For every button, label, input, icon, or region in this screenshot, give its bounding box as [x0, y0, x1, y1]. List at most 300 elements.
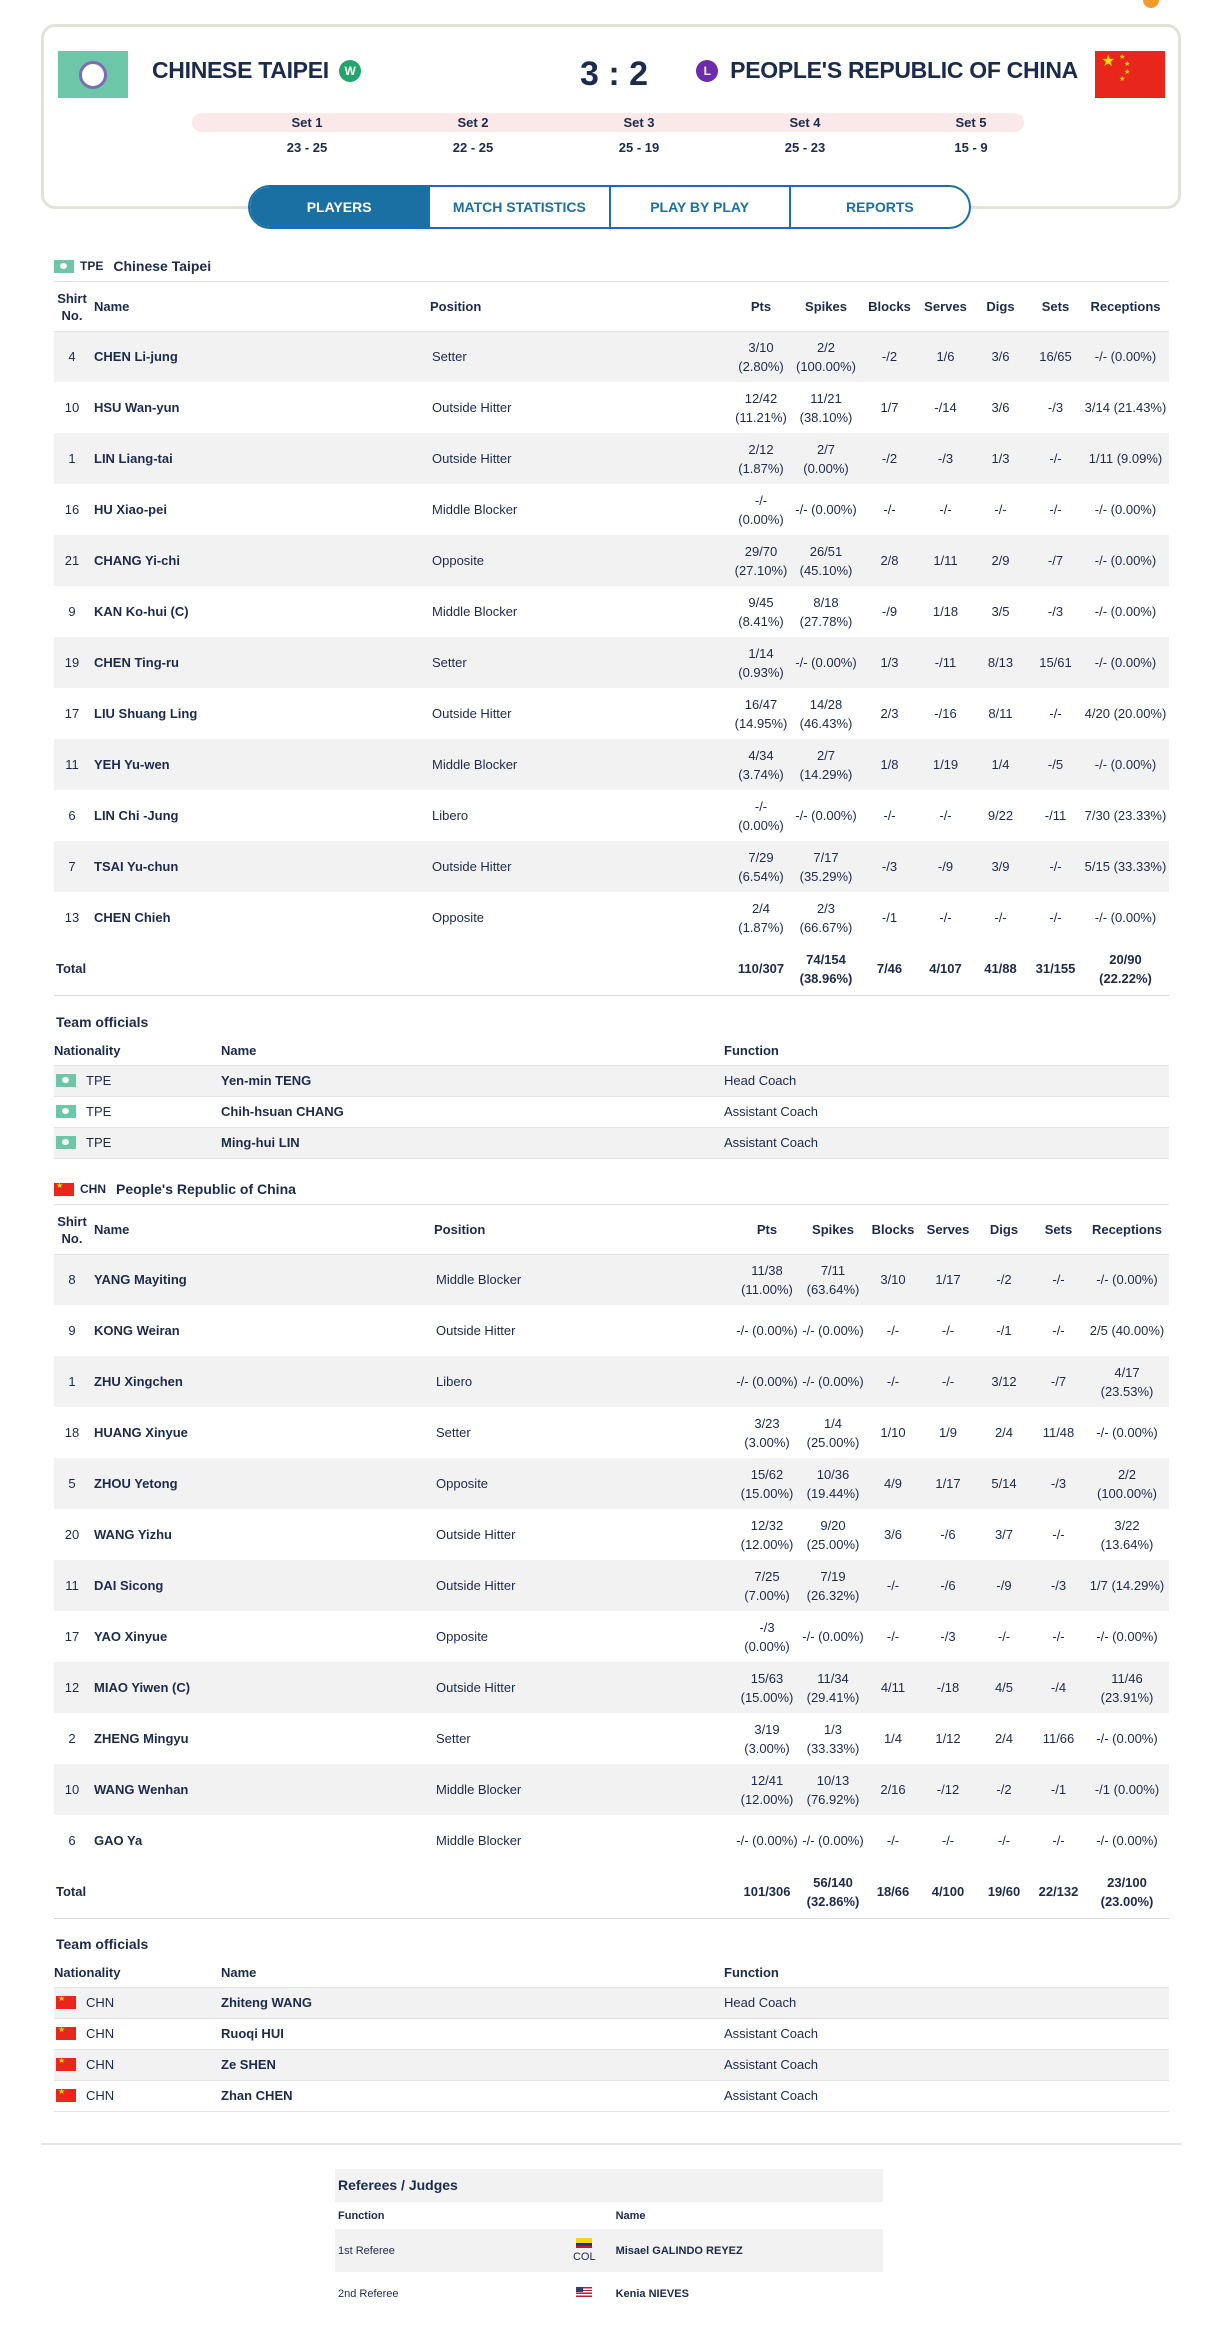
- table-row: [54, 1305, 1169, 1356]
- player-name[interactable]: DAI Sicong: [94, 1578, 164, 1593]
- official-row: [54, 1127, 1169, 1158]
- player-sets: -/5: [1047, 757, 1064, 772]
- player-receptions: 2/2 (100.00%): [1097, 1466, 1157, 1501]
- shirt-number: 6: [68, 1833, 76, 1848]
- chn-flag-icon: ★ ★ ★ ★ ★: [1095, 51, 1165, 98]
- player-pts: 7/29 (6.54%): [738, 849, 784, 884]
- player-spikes: -/- (0.00%): [802, 1629, 864, 1644]
- official-nationality: TPE: [54, 1065, 221, 1096]
- player-spikes: 9/20 (25.00%): [806, 1517, 860, 1552]
- player-receptions: -/- (0.00%): [1094, 757, 1157, 772]
- total-row: [54, 1866, 1169, 1918]
- table-row: [54, 1458, 1169, 1509]
- player-position: Opposite: [432, 553, 485, 568]
- player-spikes: 7/17 (35.29%): [799, 849, 853, 884]
- col-function: Function: [724, 1959, 1169, 1987]
- player-digs: 1/3: [991, 451, 1010, 466]
- player-table-tpe: [54, 283, 1169, 996]
- player-serves: -/-: [939, 808, 952, 823]
- table-row: [54, 1713, 1169, 1764]
- player-receptions: -/- (0.00%): [1096, 1425, 1158, 1440]
- total-spikes: 74/154 (38.96%): [792, 943, 860, 995]
- table-row: [54, 1764, 1169, 1815]
- player-serves: 1/6: [936, 349, 955, 365]
- player-blocks: 1/10: [880, 1425, 906, 1440]
- player-name[interactable]: KONG Weiran: [94, 1323, 180, 1338]
- col-blocks: Blocks: [860, 283, 919, 331]
- player-name[interactable]: CHEN Chieh: [94, 910, 171, 925]
- player-receptions: 2/5 (40.00%): [1089, 1323, 1165, 1338]
- player-receptions: -/- (0.00%): [1094, 655, 1157, 670]
- col-name: Name: [615, 2209, 646, 2222]
- player-receptions: 5/15 (33.33%): [1084, 859, 1167, 874]
- table-row: [54, 1509, 1169, 1560]
- win-badge: W: [339, 60, 361, 82]
- player-digs: 8/13: [987, 655, 1014, 670]
- player-digs: 8/11: [988, 706, 1013, 721]
- official-row: [54, 1065, 1169, 1096]
- player-position: Setter: [432, 655, 467, 670]
- player-position: Libero: [432, 808, 469, 823]
- official-function: Assistant Coach: [724, 2018, 1169, 2049]
- player-spikes: 14/28 (46.43%): [799, 696, 853, 731]
- table-row: [54, 637, 1169, 688]
- official-nationality: ★ CHN: [54, 1987, 221, 2018]
- col-digs: Digs: [976, 1206, 1032, 1254]
- col-name: Name: [90, 283, 430, 331]
- player-digs: 4/5: [994, 1680, 1014, 1695]
- player-position: Outside Hitter: [432, 400, 512, 415]
- player-spikes: -/- (0.00%): [795, 808, 857, 823]
- table-row: [54, 331, 1169, 382]
- player-serves: -/3: [937, 451, 954, 466]
- player-name[interactable]: CHEN Ting-ru: [94, 655, 179, 670]
- player-name[interactable]: LIU Shuang Ling: [94, 706, 198, 721]
- player-spikes: 7/11 (63.64%): [806, 1262, 860, 1297]
- player-spikes: -/- (0.00%): [795, 502, 857, 517]
- shirt-number: 8: [68, 1272, 76, 1288]
- chn-flag-icon: [56, 2027, 76, 2040]
- col-serves: Serves: [920, 1206, 976, 1254]
- official-nationality: ★ CHN: [54, 2049, 221, 2080]
- total-spikes: 56/140 (32.86%): [800, 1866, 866, 1918]
- chn-flag-icon: [56, 2089, 76, 2102]
- player-digs: 3/7: [994, 1527, 1014, 1542]
- player-serves: -/9: [937, 859, 954, 874]
- col-sets: Sets: [1029, 283, 1082, 331]
- player-serves: -/-: [941, 1323, 955, 1338]
- player-sets: -/3: [1047, 604, 1064, 619]
- player-pts: 12/41 (12.00%): [740, 1772, 794, 1807]
- player-spikes: 1/3 (33.33%): [806, 1721, 860, 1756]
- player-spikes: -/- (0.00%): [802, 1323, 864, 1338]
- official-row: [54, 2049, 1169, 2080]
- player-sets: 16/65: [1039, 349, 1072, 365]
- col-spikes: Spikes: [792, 283, 860, 331]
- official-name: Ming-hui LIN: [221, 1127, 724, 1158]
- player-blocks: -/-: [886, 1578, 900, 1593]
- player-digs: 2/9: [991, 553, 1010, 568]
- tab-reports[interactable]: REPORTS: [789, 187, 969, 227]
- player-digs: 1/4: [991, 757, 1010, 772]
- total-pts: 110/307: [730, 943, 792, 995]
- col-sets: Sets: [1032, 1206, 1085, 1254]
- player-name[interactable]: YEH Yu-wen: [94, 757, 170, 772]
- total-rec: 23/100 (23.00%): [1085, 1866, 1169, 1918]
- player-name[interactable]: ZHOU Yetong: [94, 1476, 178, 1491]
- player-digs: 2/4: [994, 1731, 1014, 1746]
- player-position: Outside Hitter: [432, 451, 512, 466]
- col-nationality: Nationality: [54, 1959, 221, 1987]
- shirt-number: 1: [68, 1374, 76, 1389]
- player-blocks: 1/8: [880, 757, 899, 772]
- player-serves: 1/18: [932, 604, 959, 619]
- official-function: Head Coach: [724, 1065, 1169, 1096]
- official-nationality: TPE: [54, 1096, 221, 1127]
- total-rec: 20/90 (22.22%): [1082, 943, 1169, 995]
- player-pts: 1/14 (0.93%): [738, 645, 784, 680]
- official-name: Ruoqi HUI: [221, 2018, 724, 2049]
- player-receptions: -/1 (0.00%): [1094, 1782, 1160, 1797]
- player-receptions: -/- (0.00%): [1096, 1833, 1158, 1848]
- player-position: Setter: [436, 1731, 471, 1746]
- shirt-number: 11: [65, 757, 79, 772]
- player-receptions: -/- (0.00%): [1094, 910, 1157, 925]
- official-function: Assistant Coach: [724, 1127, 1169, 1158]
- player-spikes: -/- (0.00%): [795, 655, 857, 670]
- player-pts: 29/70 (27.10%): [734, 543, 788, 578]
- shirt-number: 18: [64, 1425, 80, 1440]
- player-blocks: -/-: [886, 1629, 900, 1644]
- player-sets: -/3: [1047, 400, 1064, 415]
- official-name: Zhan CHEN: [221, 2080, 724, 2111]
- total-blocks: 7/46: [860, 943, 919, 995]
- player-serves: -/14: [934, 400, 957, 415]
- player-pts: 4/34 (3.74%): [738, 747, 784, 782]
- tab-players[interactable]: PLAYERS: [250, 187, 428, 227]
- player-sets: -/7: [1047, 553, 1064, 568]
- tab-match-statistics[interactable]: MATCH STATISTICS: [428, 187, 608, 227]
- home-team-name: CHINESE TAIPEI: [152, 57, 329, 83]
- player-serves: 1/19: [932, 757, 959, 772]
- player-serves: 1/9: [938, 1425, 958, 1440]
- total-serves: 4/100: [920, 1866, 976, 1918]
- player-serves: 1/17: [935, 1272, 961, 1288]
- officials-title-tpe: Team officials: [56, 1014, 149, 1030]
- loss-badge: L: [696, 60, 718, 82]
- player-position: Setter: [436, 1425, 471, 1440]
- referee-nationality: COL: [553, 2229, 613, 2272]
- player-serves: -/11: [934, 655, 957, 670]
- player-name[interactable]: MIAO Yiwen (C): [94, 1680, 191, 1695]
- player-name[interactable]: HU Xiao-pei: [94, 502, 167, 517]
- col-receptions: Receptions: [1082, 283, 1169, 331]
- player-spikes: 7/19 (26.32%): [806, 1568, 860, 1603]
- col-pts: Pts: [730, 283, 792, 331]
- player-receptions: 4/17 (23.53%): [1100, 1364, 1154, 1399]
- total-serves: 4/107: [919, 943, 972, 995]
- usa-flag-icon: [576, 2287, 592, 2297]
- shirt-number: 19: [64, 655, 80, 670]
- player-position: Opposite: [432, 910, 485, 925]
- player-name[interactable]: HSU Wan-yun: [94, 400, 180, 415]
- table-row: [54, 1662, 1169, 1713]
- chn-flag-icon: [56, 1996, 76, 2009]
- table-row: [54, 739, 1169, 790]
- player-spikes: 8/18 (27.78%): [799, 594, 853, 629]
- chn-flag-icon: [56, 2058, 76, 2071]
- player-position: Opposite: [436, 1476, 489, 1491]
- table-row: [54, 1815, 1169, 1866]
- player-name[interactable]: WANG Wenhan: [94, 1782, 189, 1797]
- player-name[interactable]: CHEN Li-jung: [94, 349, 178, 365]
- player-digs: -/-: [994, 502, 1007, 517]
- set-4: Set 4 25 - 23: [784, 115, 826, 155]
- tpe-flag-icon: [56, 1136, 76, 1149]
- player-name[interactable]: KAN Ko-hui (C): [94, 604, 189, 619]
- player-sets: 11/66: [1042, 1731, 1075, 1746]
- official-nationality: TPE: [54, 1127, 221, 1158]
- shirt-number: 12: [64, 1680, 80, 1695]
- player-blocks: -/2: [881, 451, 898, 466]
- official-name: Yen-min TENG: [221, 1065, 724, 1096]
- shirt-number: 10: [64, 400, 80, 415]
- player-name[interactable]: HUANG Xinyue: [94, 1425, 188, 1440]
- player-receptions: -/- (0.00%): [1096, 1272, 1158, 1288]
- table-row: [54, 586, 1169, 637]
- total-row: [54, 943, 1169, 995]
- shirt-number: 10: [64, 1782, 80, 1797]
- player-digs: -/2: [996, 1782, 1012, 1797]
- set-3: Set 3 25 - 19: [618, 115, 660, 155]
- player-pts: -/- (0.00%): [736, 1833, 798, 1848]
- table-row: [54, 484, 1169, 535]
- official-row: [54, 1987, 1169, 2018]
- player-pts: -/- (0.00%): [738, 492, 784, 527]
- away-team-name: PEOPLE'S REPUBLIC OF CHINA: [730, 57, 1078, 83]
- player-blocks: 3/10: [880, 1272, 906, 1288]
- player-name[interactable]: YAO Xinyue: [94, 1629, 168, 1644]
- player-spikes: 1/4 (25.00%): [806, 1415, 860, 1450]
- shirt-number: 5: [68, 1476, 76, 1491]
- player-blocks: -/-: [886, 1374, 900, 1389]
- col-spikes: Spikes: [800, 1206, 866, 1254]
- player-digs: 3/5: [991, 604, 1010, 619]
- col-name: Name: [90, 1206, 434, 1254]
- table-row: [54, 382, 1169, 433]
- player-pts: -/- (0.00%): [736, 1374, 798, 1389]
- player-name[interactable]: YANG Mayiting: [94, 1272, 187, 1288]
- player-digs: -/-: [994, 910, 1007, 925]
- player-blocks: -/3: [881, 859, 898, 874]
- col-function: Function: [338, 2209, 385, 2222]
- player-blocks: -/9: [881, 604, 898, 619]
- table-row: [54, 433, 1169, 484]
- player-blocks: -/2: [881, 349, 898, 365]
- player-pts: 3/19 (3.00%): [744, 1721, 790, 1756]
- official-row: [54, 2080, 1169, 2111]
- total-digs: 19/60: [976, 1866, 1032, 1918]
- player-sets: -/11: [1044, 808, 1067, 823]
- player-sets: -/7: [1050, 1374, 1067, 1389]
- player-receptions: 1/7 (14.29%): [1089, 1578, 1165, 1593]
- set-2: Set 2 22 - 25: [452, 115, 494, 155]
- player-pts: 16/47 (14.95%): [734, 696, 788, 731]
- total-sets: 31/155: [1029, 943, 1082, 995]
- player-serves: -/18: [936, 1680, 960, 1695]
- player-position: Middle Blocker: [436, 1272, 522, 1288]
- referee-name: Misael GALINDO REYEZ: [615, 2244, 743, 2257]
- player-digs: -/-: [997, 1629, 1011, 1644]
- player-position: Outside Hitter: [436, 1323, 516, 1338]
- player-pts: 15/63 (15.00%): [740, 1670, 794, 1705]
- player-serves: -/-: [939, 502, 952, 517]
- player-receptions: 3/22 (13.64%): [1100, 1517, 1154, 1552]
- player-serves: 1/17: [935, 1476, 961, 1491]
- player-pts: 11/38 (11.00%): [741, 1262, 793, 1297]
- player-spikes: 26/51 (45.10%): [799, 543, 853, 578]
- away-team: [696, 57, 1078, 84]
- referee-function: 1st Referee: [338, 2244, 395, 2257]
- player-serves: -/-: [939, 910, 952, 925]
- referee-name: Kenia NIEVES: [615, 2287, 689, 2300]
- player-digs: 2/4: [994, 1425, 1014, 1440]
- player-blocks: 2/16: [880, 1782, 906, 1797]
- player-receptions: -/- (0.00%): [1096, 1629, 1158, 1644]
- player-digs: 3/6: [991, 400, 1010, 415]
- player-pts: -/- (0.00%): [736, 1323, 798, 1338]
- player-sets: -/-: [1052, 1272, 1065, 1288]
- table-row: [54, 1356, 1169, 1407]
- official-name: Chih-hsuan CHANG: [221, 1096, 724, 1127]
- player-position: Outside Hitter: [436, 1578, 516, 1593]
- player-receptions: 1/11 (9.09%): [1088, 451, 1163, 466]
- player-digs: 3/9: [991, 859, 1010, 874]
- player-blocks: 4/11: [880, 1680, 906, 1695]
- player-spikes: 11/34 (29.41%): [806, 1670, 860, 1705]
- player-receptions: -/- (0.00%): [1094, 349, 1157, 365]
- col-receptions: Receptions: [1085, 1206, 1169, 1254]
- official-function: Head Coach: [724, 1987, 1169, 2018]
- player-receptions: 4/20 (20.00%): [1084, 706, 1167, 721]
- player-pts: 7/25 (7.00%): [744, 1568, 790, 1603]
- col-digs: Digs: [972, 283, 1029, 331]
- player-sets: 15/61: [1039, 655, 1072, 670]
- player-serves: -/-: [941, 1374, 955, 1389]
- col-pts: Pts: [734, 1206, 800, 1254]
- tpe-flag-icon: [56, 1105, 76, 1118]
- player-name[interactable]: WANG Yizhu: [94, 1527, 172, 1542]
- player-blocks: -/-: [886, 1323, 900, 1338]
- player-digs: -/9: [996, 1578, 1012, 1593]
- shirt-number: 16: [64, 502, 80, 517]
- team-heading-tpe: TPE Chinese Taipei: [54, 258, 211, 274]
- tpe-flag-icon: [58, 51, 128, 98]
- shirt-number: 9: [68, 1323, 76, 1338]
- player-receptions: 11/46 (23.91%): [1100, 1670, 1154, 1705]
- player-serves: 1/12: [935, 1731, 961, 1746]
- player-spikes: 10/13 (76.92%): [806, 1772, 860, 1807]
- tpe-flag-icon: [56, 1074, 76, 1087]
- official-name: Zhiteng WANG: [221, 1987, 724, 2018]
- player-sets: -/4: [1050, 1680, 1067, 1695]
- notification-dot: [1143, 0, 1159, 8]
- player-name[interactable]: CHANG Yi-chi: [94, 553, 180, 568]
- official-row: [54, 2018, 1169, 2049]
- player-blocks: -/-: [883, 502, 896, 517]
- player-sets: -/-: [1052, 1323, 1065, 1338]
- col-flag: [553, 2202, 613, 2229]
- shirt-number: 7: [68, 859, 76, 874]
- table-row: [54, 841, 1169, 892]
- player-position: Middle Blocker: [436, 1782, 522, 1797]
- player-table-chn: [54, 1206, 1169, 1919]
- referees-panel: [335, 2169, 883, 2315]
- col-function: Function: [724, 1037, 1169, 1065]
- shirt-number: 11: [65, 1578, 79, 1593]
- player-digs: 9/22: [987, 808, 1014, 823]
- official-function: Assistant Coach: [724, 2049, 1169, 2080]
- player-name[interactable]: GAO Ya: [94, 1833, 143, 1848]
- player-digs: 3/6: [991, 349, 1010, 365]
- match-tabs: [248, 185, 971, 229]
- shirt-number: 1: [68, 451, 76, 466]
- player-name[interactable]: LIN Chi -Jung: [94, 808, 179, 823]
- shirt-number: 20: [64, 1527, 80, 1542]
- player-position: Setter: [432, 349, 467, 365]
- table-row: [54, 1611, 1169, 1662]
- shirt-number: 9: [68, 604, 76, 619]
- shirt-number: 4: [68, 349, 76, 365]
- player-pts: 9/45 (8.41%): [738, 594, 784, 629]
- player-position: Outside Hitter: [432, 706, 512, 721]
- table-row: [54, 790, 1169, 841]
- player-sets: -/-: [1049, 910, 1062, 925]
- player-spikes: 2/7 (0.00%): [803, 441, 849, 476]
- table-row: [54, 1254, 1169, 1305]
- shirt-number: 21: [64, 553, 80, 568]
- player-position: Outside Hitter: [432, 859, 512, 874]
- shirt-number: 6: [68, 808, 76, 823]
- player-serves: -/3: [940, 1629, 956, 1644]
- player-position: Opposite: [436, 1629, 489, 1644]
- player-digs: 5/14: [991, 1476, 1017, 1491]
- player-pts: 3/10 (2.80%): [738, 339, 784, 374]
- player-sets: -/-: [1049, 859, 1062, 874]
- official-row: [54, 1096, 1169, 1127]
- player-blocks: 3/6: [883, 1527, 903, 1542]
- player-name[interactable]: ZHU Xingchen: [94, 1374, 183, 1389]
- col-blocks: Blocks: [866, 1206, 920, 1254]
- total-blocks: 18/66: [866, 1866, 920, 1918]
- officials-title-chn: Team officials: [56, 1936, 149, 1952]
- table-row: [54, 688, 1169, 739]
- player-name[interactable]: LIN Liang-tai: [94, 451, 173, 466]
- shirt-number: 13: [64, 910, 80, 925]
- player-serves: -/6: [940, 1578, 956, 1593]
- player-name[interactable]: ZHENG Mingyu: [94, 1731, 189, 1746]
- col-shirt: Shirt No.: [54, 1206, 90, 1254]
- fade-overlay: [335, 2300, 883, 2348]
- col-flag-icon: [576, 2238, 592, 2248]
- officials-table-chn: [54, 1959, 1169, 2112]
- player-spikes: 11/21 (38.10%): [799, 390, 853, 425]
- player-position: Libero: [436, 1374, 473, 1389]
- set-5: Set 5 15 - 9: [954, 115, 988, 155]
- table-row: [54, 1560, 1169, 1611]
- tab-play-by-play[interactable]: PLAY BY PLAY: [609, 187, 789, 227]
- player-name[interactable]: TSAI Yu-chun: [94, 859, 179, 874]
